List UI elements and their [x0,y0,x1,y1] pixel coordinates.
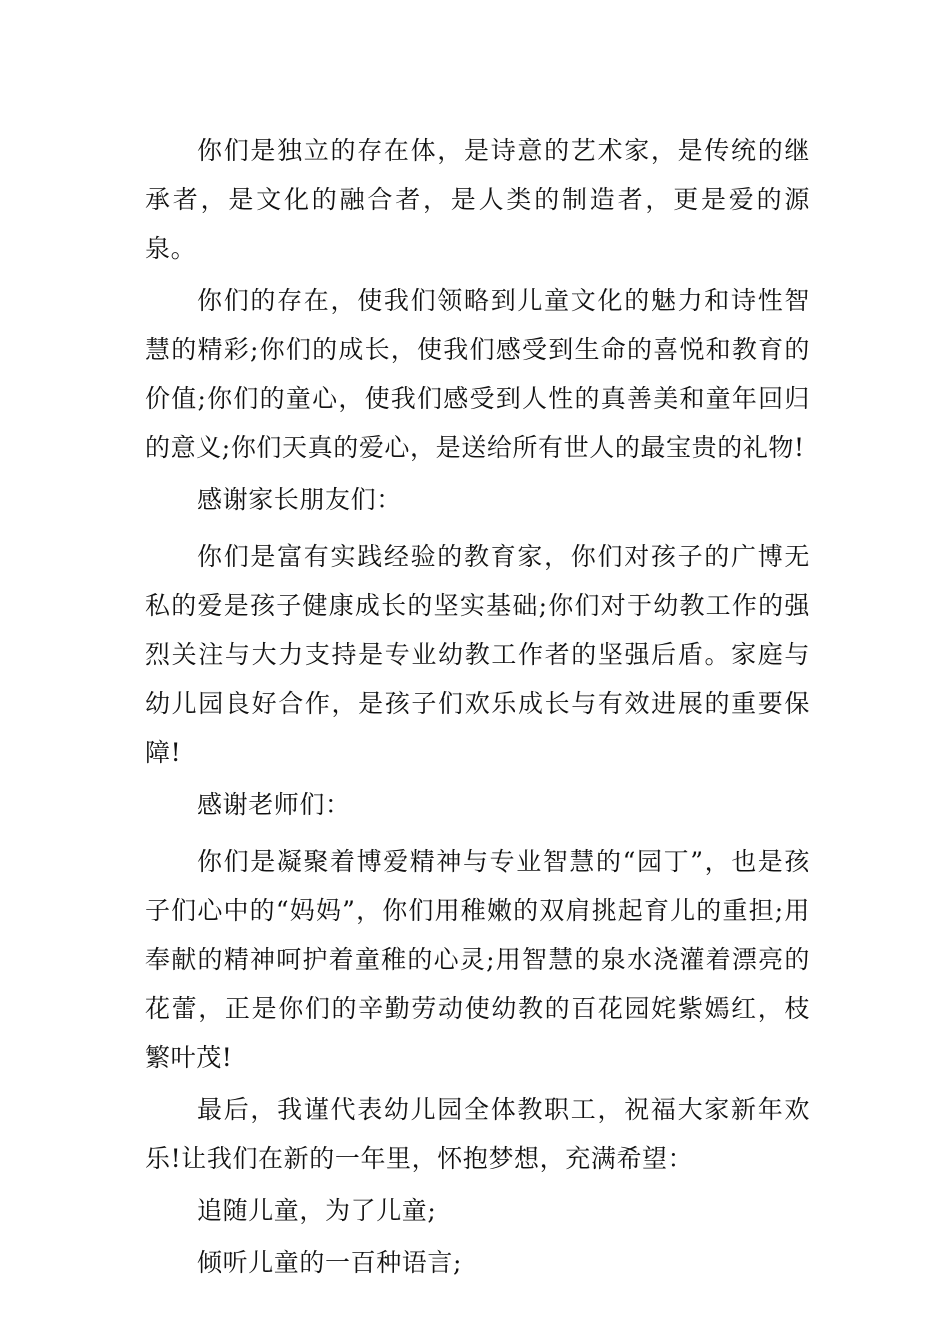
paragraph-children-existence: 你们的存在，使我们领略到儿童文化的魅力和诗性智慧的精彩;你们的成长，使我们感受到生命的喜悦和教育的价值;你们的童心，使我们感受到人性的真善美和童年回归的意义;你们天真的爱心，是送给所有世人的最宝贵的礼物! [145,286,810,462]
document-body [145,126,810,1290]
heading-thank-teachers: 感谢老师们： [197,790,351,819]
paragraph-closing: 最后，我谨代表幼儿园全体教职工，祝福大家新年欢乐!让我们在新的一年里，怀抱梦想，充满希望： [145,1095,810,1173]
paragraph-children-identity: 你们是独立的存在体，是诗意的艺术家，是传统的继承者，是文化的融合者，是人类的制造者，更是爱的源泉。 [145,136,810,263]
paragraph-parents: 你们是富有实践经验的教育家，你们对孩子的广博无私的爱是孩子健康成长的坚实基础;你们对于幼教工作的强烈关注与大力支持是专业幼教工作者的坚强后盾。家庭与幼儿园良好合作，是孩子们欢乐成长与有效进展的重要保障! [145,542,810,767]
paragraph-teachers: 你们是凝聚着博爱精神与专业智慧的“园丁”，也是孩子们心中的“妈妈”，你们用稚嫩的双肩挑起育儿的重担;用奉献的精神呵护着童稚的心灵;用智慧的泉水浇灌着漂亮的花蕾，正是你们的辛勤劳动使幼教的百花园姹紫嫣红，枝繁叶茂! [145,847,810,1072]
line-listen-children: 倾听儿童的一百种语言; [197,1248,463,1277]
line-follow-children: 追随儿童，为了儿童; [197,1196,437,1225]
heading-thank-parents: 感谢家长朋友们： [197,485,402,514]
